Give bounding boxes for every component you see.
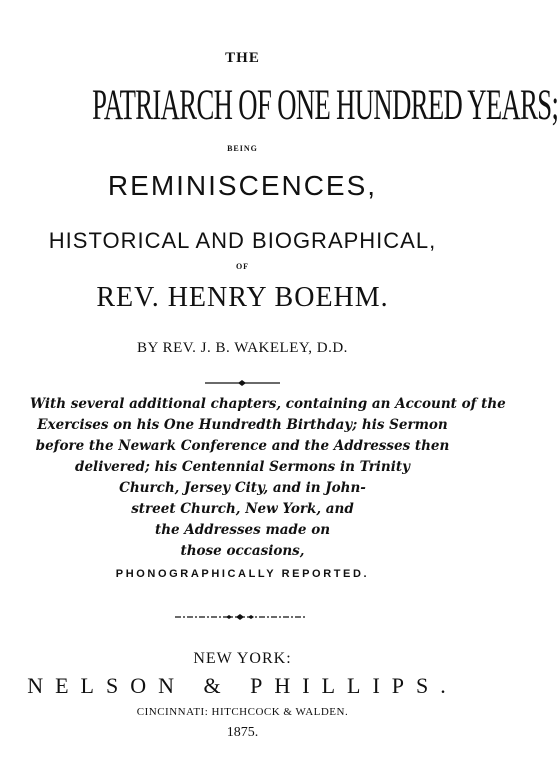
description-line: those occasions, (180, 543, 305, 559)
of-label: OF (235, 262, 250, 271)
historical-heading: HISTORICAL AND BIOGRAPHICAL, (48, 228, 437, 253)
co-publisher: CINCINNATI: HITCHCOCK & WALDEN. (136, 706, 349, 718)
being-label: BEING (227, 144, 258, 153)
ornamental-rule-top (0, 378, 485, 388)
description-line: Church, Jersey City, and in John- (119, 480, 366, 496)
publisher-name: NELSON & PHILLIPS. (27, 673, 458, 698)
reported-line: PHONOGRAPHICALLY REPORTED. (115, 568, 370, 580)
description-line: the Addresses made on (154, 522, 331, 538)
ornamental-rule-bottom (0, 612, 485, 622)
title-article: THE (225, 50, 260, 66)
description-line: delivered; his Centennial Sermons in Trinity (75, 459, 410, 475)
publication-year: 1875. (226, 725, 259, 740)
reminiscences-heading: REMINISCENCES, (107, 170, 378, 201)
place-of-publication: NEW YORK: (193, 650, 292, 667)
subject-name: REV. HENRY BOEHM. (96, 282, 389, 313)
description-line: Exercises on his One Hundredth Birthday; his Sermon (37, 417, 448, 433)
description-block (30, 394, 506, 562)
description-line: before the Newark Conference and the Addresses then (35, 438, 450, 454)
description-line: street Church, New York, and (131, 501, 354, 517)
main-title: PATRIARCH OF ONE HUNDRED YEARS; (92, 82, 558, 129)
author-line: BY REV. J. B. WAKELEY, D.D. (137, 340, 348, 356)
description-line: With several additional chapters, containing an Account of the (30, 396, 506, 412)
